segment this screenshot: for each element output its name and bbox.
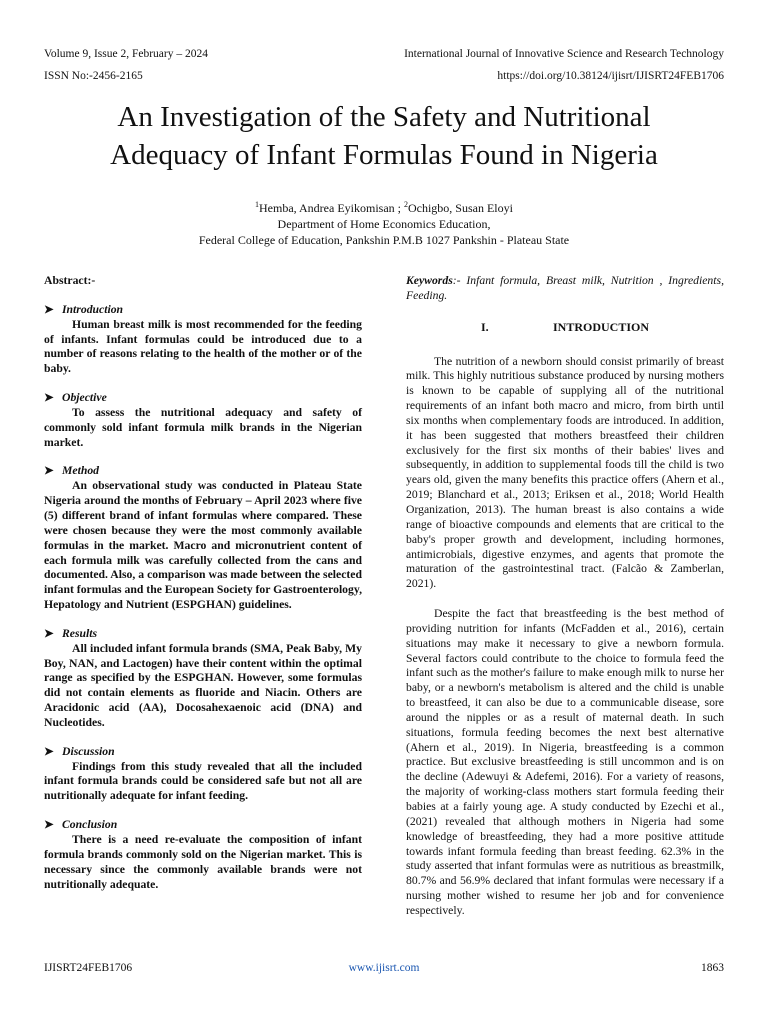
body-paragraph: The nutrition of a newborn should consist primarily of breast milk. This highly nutritious substance produced by nursing mothers is known to be capable of supplying all of the nutritional requirements of an infant both macro and micro, from birth until six months when complementary foods are introduced. In addition, it has been suggested that mothers breastfeed their children exclusively for the first six months of their babies' lives and subsequently, in addition to supplemental foods till the child is two years old, given the many benefits this practice offers (Ahern et al., 2019; Blanchard et al., 2013; Eriksen et al., 2018; World Health Organization, 2013). The human breast is also contains a wide range of bioactive compounds and elements that are critical to the baby's proper growth and development, including hormones, antimicrobials, digestive enzymes, and agents that promote the maturation of the gastrointestinal tract. (Falcão & Zamberlan, 2021). bbox=[406, 354, 724, 591]
body-column bbox=[406, 274, 724, 934]
abstract-label: Abstract:- bbox=[44, 274, 96, 287]
department: Department of Home Economics Education, bbox=[277, 217, 491, 231]
page-number: 1863 bbox=[701, 962, 724, 974]
heading-text: Introduction bbox=[62, 302, 124, 316]
institution: Federal College of Education, Pankshin P.M.B 1027 Pankshin - Plateau State bbox=[198, 233, 570, 247]
abstract-heading-conclusion bbox=[44, 818, 362, 833]
heading-text: Results bbox=[62, 626, 98, 640]
body-paragraph: Despite the fact that breastfeeding is the best method of providing nutrition for infants (McFadden et al., 2016), certain situations may make it necessary to give a newborn formula. Several factors could contribute to the choice to formula feed the infant such as the mother's failure to make enough milk to nurse her baby, or a newborn's metabolism is altered and the child is unable to breastfeed, it can also be due to a communicable disease, sore around the nipples or as a result of maternal death. In such situations, formula feeding becomes the next best alternative (Ahern et al., 2019). In Nigeria, breastfeeding is a common practice. But exclusive breastfeeding is still uncommon and is on the decline (Adewuyi & Adefemi, 2016). For a variety of reasons, the majority of working-class mothers start formula feeding their babies at a fairly young age. A study conducted by Ezechi et al., (2021) revealed that although mothers in Nigeria had some knowledge of breastfeeding, they had a more positive attitude towards infant formula feeding than breast feeding. 62.3% in the study asserted that infant formulas were as nutritious as breastmilk, 80.7% and 56.9% declared that infant formulas were necessary if a nursing mother wished to resume her job and for convenience respectively. bbox=[406, 607, 724, 917]
heading-text: Objective bbox=[62, 391, 107, 405]
affil-mark-1: 1 bbox=[255, 200, 260, 209]
abstract-text-objective: To assess the nutritional adequacy and safety of commonly sold infant formula milk brands in the Nigerian market. bbox=[44, 405, 362, 449]
author-line bbox=[60, 197, 708, 216]
section-heading-introduction bbox=[406, 320, 724, 335]
bullet-arrow-icon: ➤ bbox=[44, 302, 54, 316]
page-footer bbox=[44, 962, 724, 976]
journal-website-link[interactable]: www.ijisrt.com bbox=[348, 962, 420, 974]
doi-link[interactable]: https://doi.org/10.38124/ijisrt/IJISRT24FEB1706 bbox=[497, 70, 724, 82]
article-id: IJISRT24FEB1706 bbox=[44, 962, 133, 974]
abstract-heading-objective bbox=[44, 391, 362, 406]
bullet-arrow-icon: ➤ bbox=[44, 818, 54, 832]
bullet-arrow-icon: ➤ bbox=[44, 391, 54, 405]
heading-text: Discussion bbox=[62, 744, 115, 758]
abstract-heading-discussion bbox=[44, 745, 362, 760]
author-2: Ochigbo, Susan Eloyi bbox=[407, 201, 513, 215]
paper-title: An Investigation of the Safety and Nutritional Adequacy of Infant Formulas Found in Nigeria bbox=[110, 101, 658, 171]
keywords-text: :- Infant formula, Breast milk, Nutrition , Ingredients, Feeding. bbox=[406, 274, 724, 302]
heading-text: Conclusion bbox=[62, 818, 118, 832]
keywords bbox=[406, 274, 724, 304]
journal-name: International Journal of Innovative Science and Research Technology bbox=[404, 48, 724, 60]
abstract-text-conclusion: There is a need re-evaluate the composition of infant formula brands commonly sold on the Nigerian market. This is necessary since the commonly available brands were not nutritionally adequate. bbox=[44, 833, 362, 891]
keywords-label: Keywords bbox=[406, 274, 453, 287]
heading-text: Method bbox=[62, 464, 100, 478]
issn: ISSN No:-2456-2165 bbox=[44, 70, 143, 82]
bullet-arrow-icon: ➤ bbox=[44, 626, 54, 640]
author-1: Hemba, Andrea Eyikomisan ; bbox=[259, 201, 404, 215]
abstract-heading-introduction bbox=[44, 303, 362, 318]
abstract-column bbox=[44, 274, 362, 906]
abstract-text-results: All included infant formula brands (SMA, Peak Baby, My Boy, NAN, and Lactogen) have their content within the optimal range as specified by the ESPGHAN. However, some formulas did not contain elements as fluoride and Niacin. Others are Aracidonic acid (AA), Docosahexaenoic acid (DNA) and Nucleotides. bbox=[44, 641, 362, 729]
affil-mark-2: 2 bbox=[403, 200, 408, 209]
abstract-text-discussion: Findings from this study revealed that all the included infant formula brands could be considered safe but not all are nutritionally adequate for infant feeding. bbox=[44, 759, 362, 803]
bullet-arrow-icon: ➤ bbox=[44, 464, 54, 478]
abstract-heading-results bbox=[44, 627, 362, 642]
abstract-heading-method bbox=[44, 464, 362, 479]
volume-issue: Volume 9, Issue 2, February – 2024 bbox=[44, 48, 208, 60]
section-number: I. bbox=[480, 319, 489, 334]
abstract-text-method: An observational study was conducted in Plateau State Nigeria around the months of February – April 2023 where five (5) different brand of infant formulas where compared. These were chosen because they were the most commonly available formulas in the market. Macro and micronutrient content of each formula milk was carefully collected from the cans and documented. Also, a comparison was made between the selected infant formulas and the European Society for Gastroenterology, Hepatology and Nutrient (ESPGHAN) guidelines. bbox=[44, 479, 362, 612]
abstract-text-introduction: Human breast milk is most recommended for the feeding of infants. Infant formulas could be introduced due to a number of reasons relating to the health of the mother or of the baby. bbox=[44, 317, 362, 376]
author-block bbox=[60, 197, 708, 248]
bullet-arrow-icon: ➤ bbox=[44, 744, 54, 758]
section-title: INTRODUCTION bbox=[552, 319, 649, 334]
